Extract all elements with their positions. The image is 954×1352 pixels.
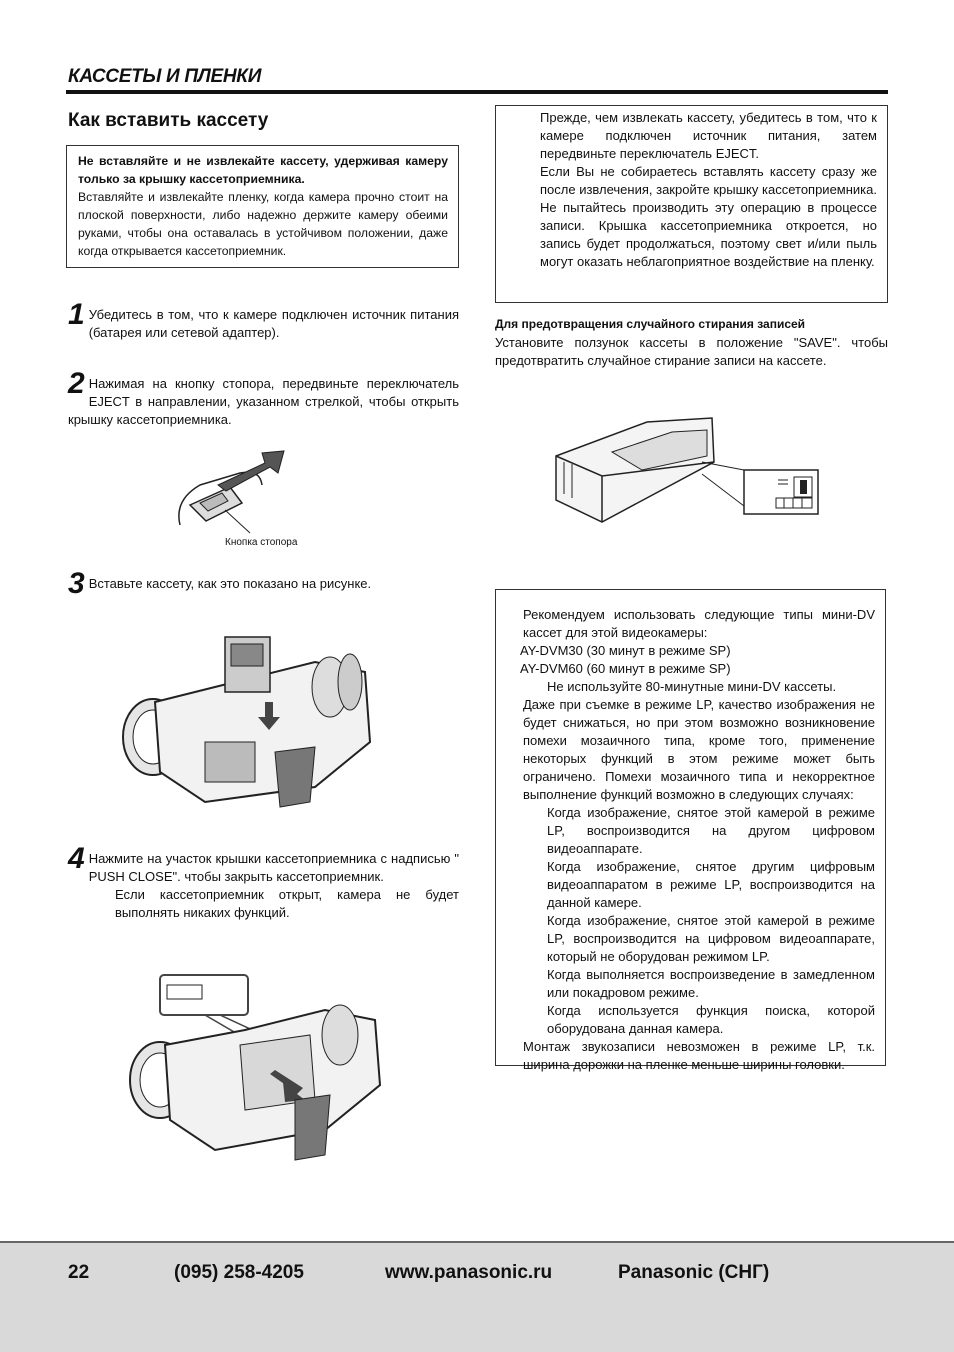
eject-note-box [495, 105, 888, 303]
step-text: Вставьте кассету, как это показано на рисунке. [88, 576, 372, 591]
footer-brand: Panasonic (СНГ) [618, 1262, 770, 1283]
step-4 [68, 842, 459, 922]
step-text: Нажмите на участок крышки кассетоприемника с надписью " PUSH CLOSE". чтобы закрыть кассетоприемник. [88, 851, 459, 884]
step-number: 4 [68, 842, 85, 875]
step-1 [68, 298, 459, 342]
push-close-label-box [167, 985, 202, 999]
step-number: 1 [68, 298, 85, 331]
cassette-illustration [552, 414, 822, 526]
warning-bold: Не вставляйте и не извлекайте кассету, удерживая камеру только за крышку кассетоприемника. [78, 154, 448, 186]
step-number: 2 [68, 367, 85, 400]
step-3 [68, 567, 459, 600]
camera-insert-illustration [115, 612, 375, 822]
camera-close-illustration [125, 970, 385, 1165]
eject-switch-illustration [170, 445, 320, 540]
arrow-icon [218, 451, 284, 491]
footer-url[interactable]: www.panasonic.ru [385, 1262, 553, 1283]
tape-type: AY-DVM30 (30 минут в режиме SP) [520, 643, 731, 658]
section-title: КАССЕТЫ И ПЛЕНКИ [68, 66, 262, 87]
lp-case: Когда изображение, снятое этой камерой в режиме LP, воспроизводится на другом цифровом видеоаппарате. [547, 805, 875, 856]
warning-box [66, 145, 459, 268]
section-rule [66, 90, 888, 94]
lp-note: Даже при съемке в режиме LP, качество изображения не будет снижаться, но при этом возможно возникновение помехи мозаичного типа, кроме того, применение некоторых функций в этом режиме может быть ограничено. Помехи мозаичного типа и некорректное выполнение функций возможно в следующих случаях: [523, 697, 875, 802]
lp-case: Когда используется функция поиска, которой оборудована данная камера. [547, 1003, 875, 1036]
step-number: 3 [68, 567, 85, 600]
step-2 [68, 367, 459, 429]
protect-heading: Для предотвращения случайного стирания записей [495, 317, 806, 331]
step-4-extra: Если кассетоприемник открыт, камера не будет выполнять никаких функций. [115, 887, 459, 920]
note-paragraph: Прежде, чем извлекать кассету, убедитесь в том, что к камере подключен источник питания, затем передвиньте переключатель EJECT. [540, 110, 877, 161]
footer-phone: (095) 258-4205 [174, 1262, 304, 1283]
stopper-caption: Кнопка стопора [225, 537, 298, 548]
no-80-min-note: Не используйте 80-минутные мини-DV кассеты. [547, 679, 837, 694]
step-text: Нажимая на кнопку стопора, передвиньте переключатель EJECT в направлении, указанном стрелкой, чтобы открыть крышку кассетоприемника. [68, 376, 459, 427]
warning-text: Вставляйте и извлекайте пленку, когда камера прочно стоит на плоской поверхности, либо надежно держите камеру обеими руками, чтобы она оставалась в устойчивом положении, даже когда открывается кассетоприемник. [78, 190, 448, 258]
page-number: 22 [68, 1262, 90, 1283]
step-text: Убедитесь в том, что к камере подключен источник питания (батарея или сетевой адаптер). [88, 307, 459, 340]
lp-case: Когда выполняется воспроизведение в замедленном или покадровом режиме. [547, 967, 875, 1000]
lp-case: Когда изображение, снятое другим цифровым видеоаппаратом в режиме LP, воспроизводится на данной камере. [547, 859, 875, 910]
tape-recommendation-box [495, 589, 886, 1072]
page-subtitle: Как вставить кассету [68, 110, 269, 131]
lp-case: Когда изображение, снятое этой камерой в режиме LP, воспроизводится на цифровом видеоаппарате, который не оборудован режимом LP. [547, 913, 875, 964]
note-paragraph: Не пытайтесь производить эту операцию в процессе записи. Крышка кассетоприемника откроется, но запись будет продолжаться, поэтому свет и/или пыль могут оказать неблагоприятное воздействие на пленку. [540, 200, 877, 269]
tape-type: AY-DVM60 (60 минут в режиме SP) [520, 661, 731, 676]
note-intro: Рекомендуем использовать следующие типы мини-DV кассет для этой видеокамеры: [523, 607, 875, 640]
footer-band [0, 1241, 954, 1352]
audio-dub-note: Монтаж звукозаписи невозможен в режиме LP, т.к. ширина дорожки на пленке меньше ширины головки. [523, 1039, 875, 1072]
note-paragraph: Если Вы не собираетесь вставлять кассету сразу же после извлечения, закройте крышку кассетоприемника. [540, 164, 877, 197]
protect-text: Установите ползунок кассеты в положение "SAVE". чтобы предотвратить случайное стирание записи на кассете. [495, 335, 888, 368]
